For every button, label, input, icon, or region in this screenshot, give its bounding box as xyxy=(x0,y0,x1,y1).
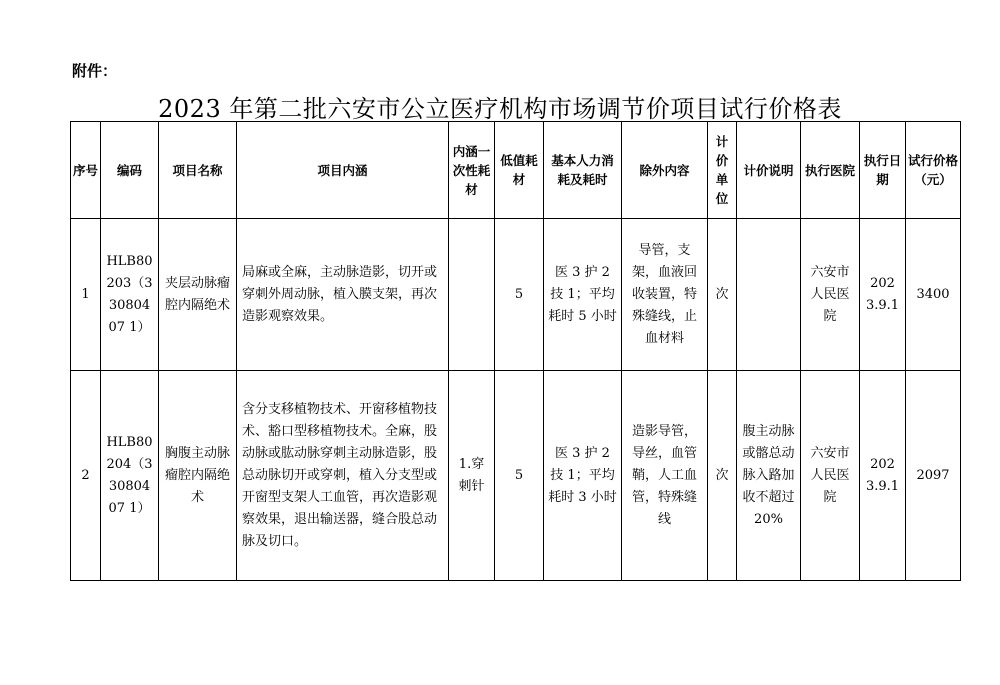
header-low-value: 低值耗材 xyxy=(495,122,544,219)
cell-code: HLB80203（33080407 1） xyxy=(101,219,159,371)
cell-content: 局麻或全麻，主动脉造影，切开或穿刺外周动脉，植入膜支架，再次造影观察效果。 xyxy=(237,219,449,371)
cell-unit: 次 xyxy=(708,219,737,371)
cell-price: 2097 xyxy=(906,371,961,581)
table-row xyxy=(71,219,961,371)
header-consumable: 内涵一次性耗材 xyxy=(449,122,495,219)
cell-pricing-note xyxy=(737,219,801,371)
attachment-label: 附件： xyxy=(72,62,118,80)
cell-unit: 次 xyxy=(708,371,737,581)
header-code: 编码 xyxy=(101,122,159,219)
cell-name: 胸腹主动脉瘤腔内隔绝术 xyxy=(159,371,237,581)
cell-price: 3400 xyxy=(906,219,961,371)
header-date: 执行日期 xyxy=(860,122,906,219)
cell-low-value: 5 xyxy=(495,219,544,371)
cell-labor: 医 3 护 2 技 1；平均耗时 5 小时 xyxy=(544,219,622,371)
header-excluded: 除外内容 xyxy=(622,122,708,219)
header-unit: 计价单位 xyxy=(708,122,737,219)
page-title: 2023 年第二批六安市公立医疗机构市场调节价项目试行价格表 xyxy=(158,95,842,123)
cell-index: 1 xyxy=(71,219,101,371)
header-name: 项目名称 xyxy=(159,122,237,219)
cell-name: 夹层动脉瘤腔内隔绝术 xyxy=(159,219,237,371)
header-content: 项目内涵 xyxy=(237,122,449,219)
cell-pricing-note: 腹主动脉或髂总动脉入路加收不超过 20% xyxy=(737,371,801,581)
header-price: 试行价格（元） xyxy=(906,122,961,219)
cell-hospital: 六安市人民医院 xyxy=(801,371,860,581)
cell-date: 2023.9.1 xyxy=(860,371,906,581)
cell-low-value: 5 xyxy=(495,371,544,581)
cell-excluded: 造影导管，导丝，血管鞘，人工血管，特殊缝线 xyxy=(622,371,708,581)
price-table xyxy=(70,121,961,581)
cell-date: 2023.9.1 xyxy=(860,219,906,371)
cell-code: HLB80204（33080407 1） xyxy=(101,371,159,581)
cell-consumable: 1.穿刺针 xyxy=(449,371,495,581)
table-row xyxy=(71,371,961,581)
header-hospital: 执行医院 xyxy=(801,122,860,219)
header-index: 序号 xyxy=(71,122,101,219)
cell-index: 2 xyxy=(71,371,101,581)
cell-content: 含分支移植物技术、开窗移植物技术、豁口型移植物技术。全麻，股动脉或肱动脉穿刺主动脉造影，股总动脉切开或穿刺，植入分支型或开窗型支架人工血管，再次造影观察效果，退出输送器，缝合股总动脉及切口。 xyxy=(237,371,449,581)
cell-labor: 医 3 护 2 技 1；平均耗时 3 小时 xyxy=(544,371,622,581)
cell-consumable xyxy=(449,219,495,371)
cell-excluded: 导管，支架，血液回收装置，特殊缝线，止血材料 xyxy=(622,219,708,371)
header-pricing-note: 计价说明 xyxy=(737,122,801,219)
header-labor: 基本人力消耗及耗时 xyxy=(544,122,622,219)
cell-hospital: 六安市人民医院 xyxy=(801,219,860,371)
table-header-row xyxy=(71,122,961,219)
